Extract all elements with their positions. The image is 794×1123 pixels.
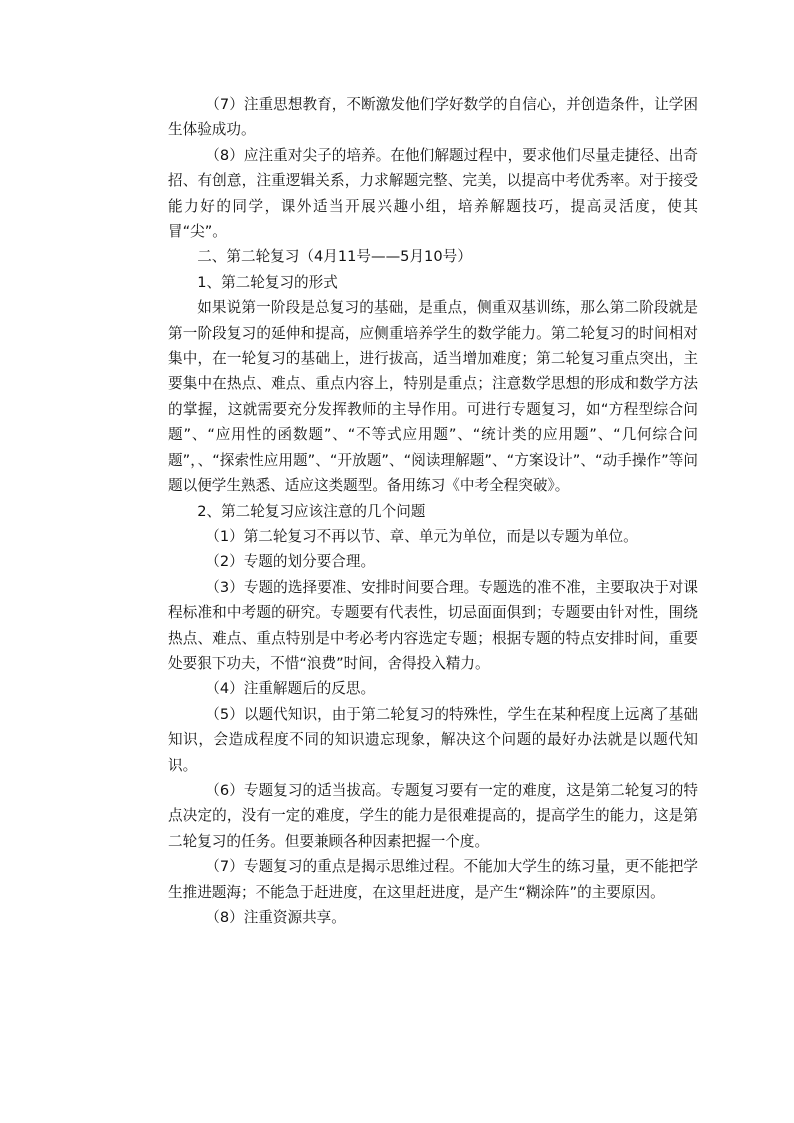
paragraph-item-8-top-students: （8）应注重对尖子的培养。在他们解题过程中，要求他们尽量走捷径、出奇招、有创意，注重逻辑关系，力求解题完整、完美，以提高中考优秀率。对于接受能力好的同学，课外适当开展兴趣小组，培养解题技巧，提高灵活度，使其冒“尖”。: [168, 146, 698, 241]
paragraph-issue-1: （1）第二轮复习不再以节、章、单元为单位，而是以专题为单位。: [205, 527, 638, 545]
paragraph-issue-8: （8）注重资源共享。: [205, 909, 346, 926]
paragraph-issue-4: （4）注重解题后的反思。: [205, 680, 376, 698]
paragraph-issue-3: （3）专题的选择要准、安排时间要合理。专题选的准不准，主要取决于对课程标准和中考题的研究。专题要有代表性，切忌面面俱到；专题要由针对性，围绕热点、难点、重点特别是中考必考内容选定专题；根据专题的特点安排时间，重要处要狠下功夫，不惜“浪费”时间，舍得投入精力。: [168, 578, 698, 672]
paragraph-item-7-ideology: （7）注重思想教育，不断激发他们学好数学的自信心，并创造条件，让学困生体验成功。: [168, 96, 698, 139]
paragraph-issue-5: （5）以题代知识，由于第二轮复习的特殊性，学生在某种程度上远离了基础知识，会造成程度不同的知识遗忘现象，解决这个问题的最好办法就是以题代知识。: [168, 705, 698, 774]
document-body: [168, 92, 698, 930]
section-heading-second-round: 二、第二轮复习（4月11号——5月10号）: [197, 248, 472, 266]
paragraph-issue-2: （2）专题的划分要合理。: [205, 553, 376, 571]
paragraph-issue-6: （6）专题复习的适当拔高。专题复习要有一定的难度，这是第二轮复习的特点决定的，没有一定的难度，学生的能力是很难提高的，提高学生的能力，这是第二轮复习的任务。但要兼顾各种因素把握一个度。: [168, 781, 698, 850]
paragraph-second-round-form: 如果说第一阶段是总复习的基础，是重点，侧重双基训练，那么第二阶段就是第一阶段复习的延伸和提高，应侧重培养学生的数学能力。第二轮复习的时间相对集中，在一轮复习的基础上，进行拔高，适当增加难度；第二轮复习重点突出，主要集中在热点、难点、重点内容上，特别是重点；注意数学思想的形成和数学方法的掌握，这就需要充分发挥教师的主导作用。可进行专题复习，如“方程型综合问题”、“应用性的函数题”、“不等式应用题”、“统计类的应用题”、“几何综合问题”，、“探索性应用题”、“开放题”、“阅读理解题”、“方案设计”、“动手操作”等问题以便学生熟悉、适应这类题型。备用练习《中考全程突破》。: [168, 299, 698, 495]
subsection-heading-issues: 2、第二轮复习应该注意的几个问题: [197, 502, 426, 520]
subsection-heading-form: 1、第二轮复习的形式: [197, 273, 338, 291]
paragraph-issue-7: （7）专题复习的重点是揭示思维过程。不能加大学生的练习量，更不能把学生推进题海；不能急于赶进度，在这里赶进度，是产生“糊涂阵”的主要原因。: [168, 858, 698, 901]
